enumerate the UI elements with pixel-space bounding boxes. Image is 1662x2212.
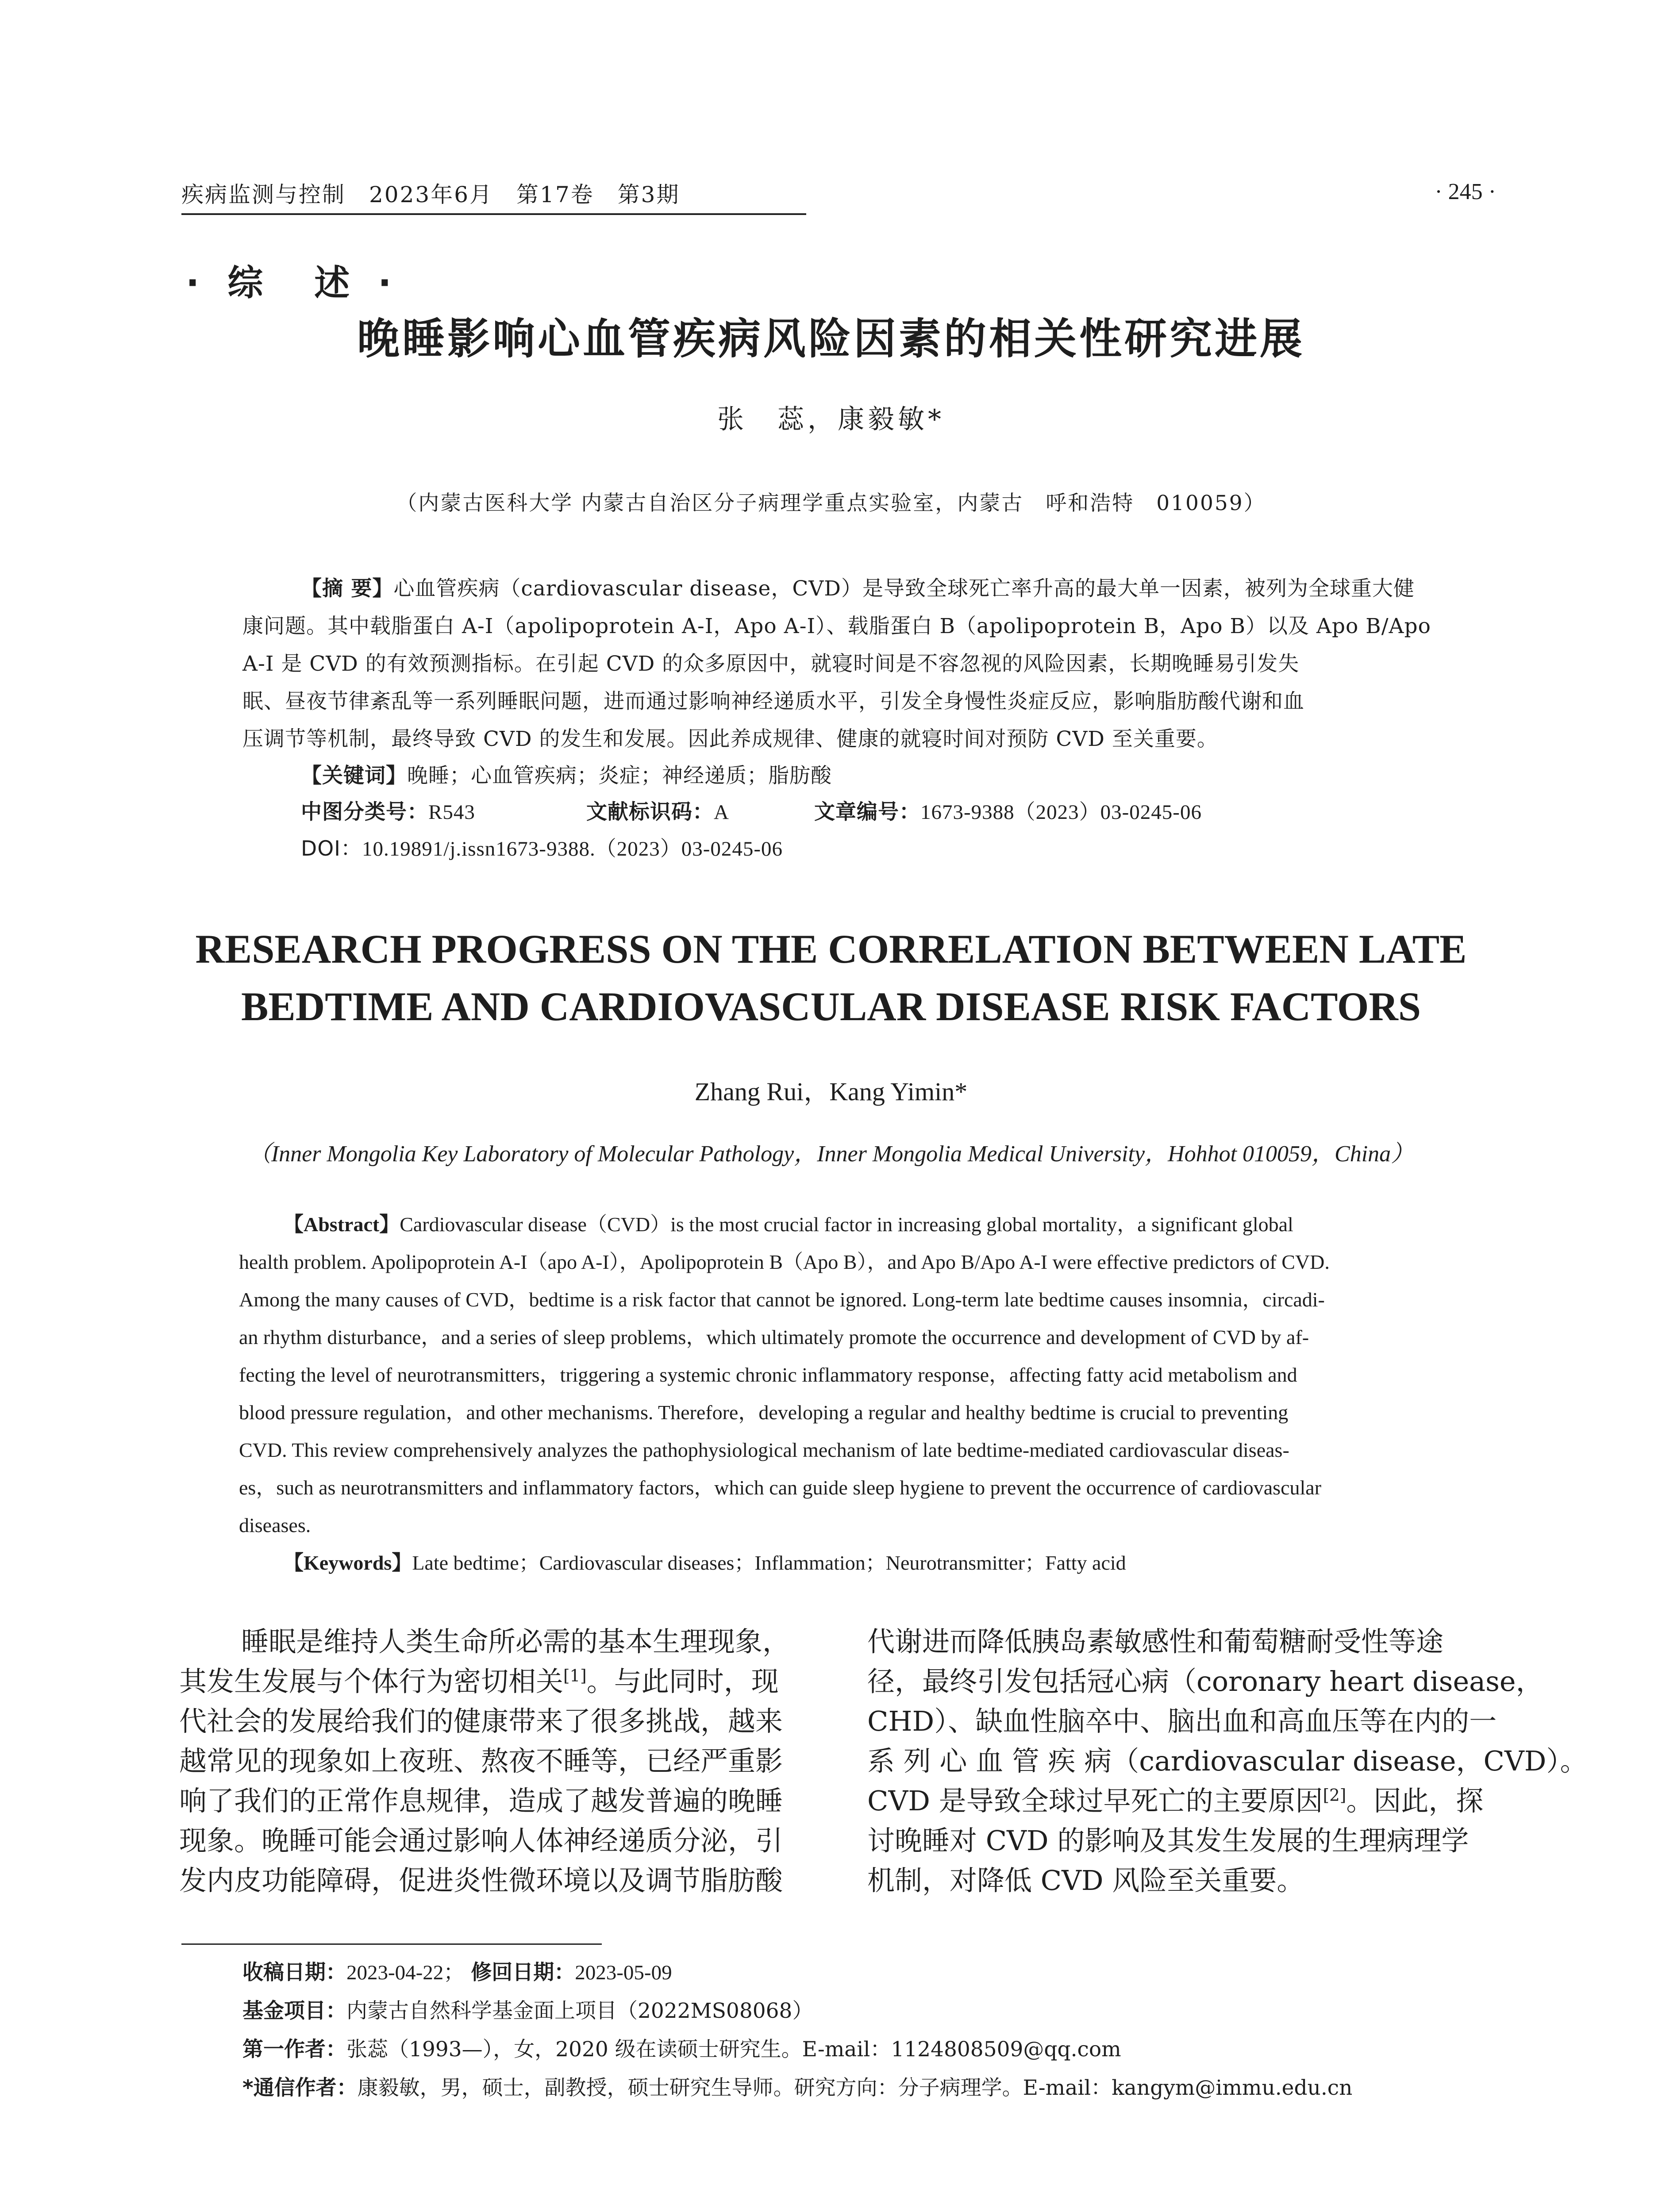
footnote-corresponding-author: *通信作者：康毅敏，男，硕士，副教授，硕士研究生导师。研究方向：分子病理学。E-mail：kangym@immu.edu.cn bbox=[242, 2076, 1353, 2100]
body-line: CVD 是导致全球过早死亡的主要原因[2]。因此，探 bbox=[867, 1785, 1484, 1817]
title-en-line: BEDTIME AND CARDIOVASCULAR DISEASE RISK FACTORS bbox=[241, 984, 1421, 1029]
title-chinese: 晚睡影响心血管疾病风险因素的相关性研究进展 bbox=[357, 314, 1305, 364]
body-line: 其发生发展与个体行为密切相关[1]。与此同时，现 bbox=[179, 1665, 779, 1697]
doi-label: DOI： bbox=[301, 837, 362, 861]
authors-chinese: 张 蕊，康毅敏* bbox=[717, 404, 945, 435]
body-line: 讨晚睡对 CVD 的影响及其发生发展的生理病理学 bbox=[867, 1824, 1469, 1857]
abstract-en-line: fecting the level of neurotransmitters，triggering a systemic chronic inflammatory response，affecting fatty acid metabolism and bbox=[239, 1363, 1297, 1386]
article-number-value: 1673-9388（2023）03-0245-06 bbox=[920, 801, 1202, 824]
doi-line bbox=[301, 838, 783, 860]
body-line: CHD）、缺血性脑卒中、脑出血和高血压等在内的一 bbox=[867, 1705, 1497, 1737]
abstract-en-line: an rhythm disturbance，and a series of sleep problems，which ultimately promote the occurrence and development of CVD by af- bbox=[239, 1326, 1309, 1348]
clc-value: R543 bbox=[428, 801, 475, 824]
body-line: 代谢进而降低胰岛素敏感性和葡萄糖耐受性等途 bbox=[867, 1625, 1444, 1658]
abstract-en-line: es，such as neurotransmitters and inflammatory factors，which can guide sleep hygiene to prevent the occurrence of cardiovascular bbox=[239, 1476, 1322, 1499]
title-english bbox=[0, 920, 1662, 1035]
body-line: 径，最终引发包括冠心病（coronary heart disease， bbox=[867, 1665, 1543, 1697]
abstract-en-line: diseases. bbox=[239, 1514, 311, 1536]
body-line: 越常见的现象如上夜班、熬夜不睡等，已经严重影 bbox=[179, 1745, 783, 1777]
keywords-en-text: Late bedtime；Cardiovascular diseases；Inflammation；Neurotransmitter；Fatty acid bbox=[412, 1551, 1126, 1574]
body-line: 系 列 心 血 管 疾 病（cardiovascular disease，CVD）。 bbox=[867, 1745, 1588, 1777]
body-line: 睡眠是维持人类生命所必需的基本生理现象， bbox=[241, 1625, 790, 1658]
authors-english: Zhang Rui，Kang Yimin* bbox=[694, 1077, 968, 1106]
abstract-en-label: 【Abstract】 bbox=[283, 1213, 400, 1236]
footnote-dates: 收稿日期：2023-04-22； 修回日期：2023-05-09 bbox=[242, 1960, 672, 1985]
keywords-chinese bbox=[301, 765, 832, 786]
abstract-cn-line: 心血管疾病（cardiovascular disease，CVD）是导致全球死亡率升高的最大单一因素，被列为全球重大健 bbox=[393, 576, 1415, 601]
abstract-en-line: Among the many causes of CVD，bedtime is a risk factor that cannot be ignored. Long-term late bedtime causes insomnia，circadi- bbox=[239, 1288, 1325, 1311]
article-number-label: 文章编号： bbox=[814, 800, 920, 824]
keywords-english bbox=[283, 1553, 1126, 1573]
keywords-en-label: 【Keywords】 bbox=[283, 1551, 412, 1574]
journal-header: 疾病监测与控制 2023年6月 第17卷 第3期 bbox=[181, 182, 680, 207]
keywords-cn-text: 晚睡；心血管疾病；炎症；神经递质；脂肪酸 bbox=[407, 764, 832, 788]
abstract-en-line: blood pressure regulation，and other mechanisms. Therefore，developing a regular and healthy bedtime is crucial to preventing bbox=[239, 1401, 1289, 1424]
clc-label: 中图分类号： bbox=[301, 800, 428, 824]
abstract-cn-line: A-I 是 CVD 的有效预测指标。在引起 CVD 的众多原因中，就寝时间是不容忽视的风险因素，长期晚睡易引发失 bbox=[242, 652, 1300, 676]
page-number: · 245 · bbox=[1435, 179, 1496, 204]
abstract-cn-line: 康问题。其中载脂蛋白 A-I（apolipoprotein A-I，Apo A-I）、载脂蛋白 B（apolipoprotein B，Apo B）以及 Apo B/Apo bbox=[242, 614, 1431, 638]
abstract-cn-line: 眠、昼夜节律紊乱等一系列睡眠问题，进而通过影响神经递质水平，引发全身慢性炎症反应，影响脂肪酸代谢和血 bbox=[242, 689, 1304, 714]
abstract-cn-label: 【摘 要】 bbox=[301, 576, 394, 601]
title-en-line: RESEARCH PROGRESS ON THE CORRELATION BETWEEN LATE bbox=[195, 926, 1467, 972]
body-line: 响了我们的正常作息规律，造成了越发普遍的晚睡 bbox=[179, 1785, 783, 1817]
body-line: 发内皮功能障碍，促进炎性微环境以及调节脂肪酸 bbox=[179, 1864, 783, 1897]
abstract-cn-line: 压调节等机制，最终导致 CVD 的发生和发展。因此养成规律、健康的就寝时间对预防 CVD 至关重要。 bbox=[242, 727, 1218, 751]
footnote-rule bbox=[181, 1943, 602, 1945]
doi-value: 10.19891/j.issn1673-9388.（2023）03-0245-06 bbox=[362, 837, 783, 860]
header-rule bbox=[181, 213, 806, 215]
section-label: · 综 述 · bbox=[186, 262, 400, 303]
abstract-en-line: Cardiovascular disease（CVD）is the most crucial factor in increasing global mortality，a significant global bbox=[400, 1213, 1293, 1236]
body-line: 现象。晚睡可能会通过影响人体神经递质分泌，引 bbox=[179, 1824, 783, 1857]
body-line: 代社会的发展给我们的健康带来了很多挑战，越来 bbox=[179, 1705, 783, 1737]
affiliation-chinese: （内蒙古医科大学 内蒙古自治区分子病理学重点实验室，内蒙古 呼和浩特 010059） bbox=[396, 491, 1266, 515]
keywords-cn-label: 【关键词】 bbox=[301, 764, 407, 788]
footnote-fund: 基金项目：内蒙古自然科学基金面上项目（2022MS08068） bbox=[242, 1999, 813, 2023]
doc-code-label: 文献标识码： bbox=[586, 800, 714, 824]
classification-line bbox=[301, 802, 475, 823]
footnote-first-author: 第一作者：张蕊（1993—），女，2020 级在读硕士研究生。E-mail：1124808509@qq.com bbox=[242, 2037, 1121, 2062]
abstract-en-line: health problem. Apolipoprotein A-I（apo A-I），Apolipoprotein B（Apo B），and Apo B/Apo A-I were effective predictors of CVD. bbox=[239, 1251, 1330, 1273]
citation-ref[interactable]: [1] bbox=[563, 1666, 587, 1686]
doc-code-value: A bbox=[714, 801, 729, 824]
citation-ref[interactable]: [2] bbox=[1323, 1785, 1347, 1805]
body-line: 机制，对降低 CVD 风险至关重要。 bbox=[867, 1864, 1304, 1897]
abstract-en-line: CVD. This review comprehensively analyzes the pathophysiological mechanism of late bedtime-mediated cardiovascular diseas- bbox=[239, 1439, 1289, 1461]
affiliation-english: （Inner Mongolia Key Laboratory of Molecular Pathology，Inner Mongolia Medical University，Hohhot 010059，China） bbox=[248, 1141, 1414, 1167]
